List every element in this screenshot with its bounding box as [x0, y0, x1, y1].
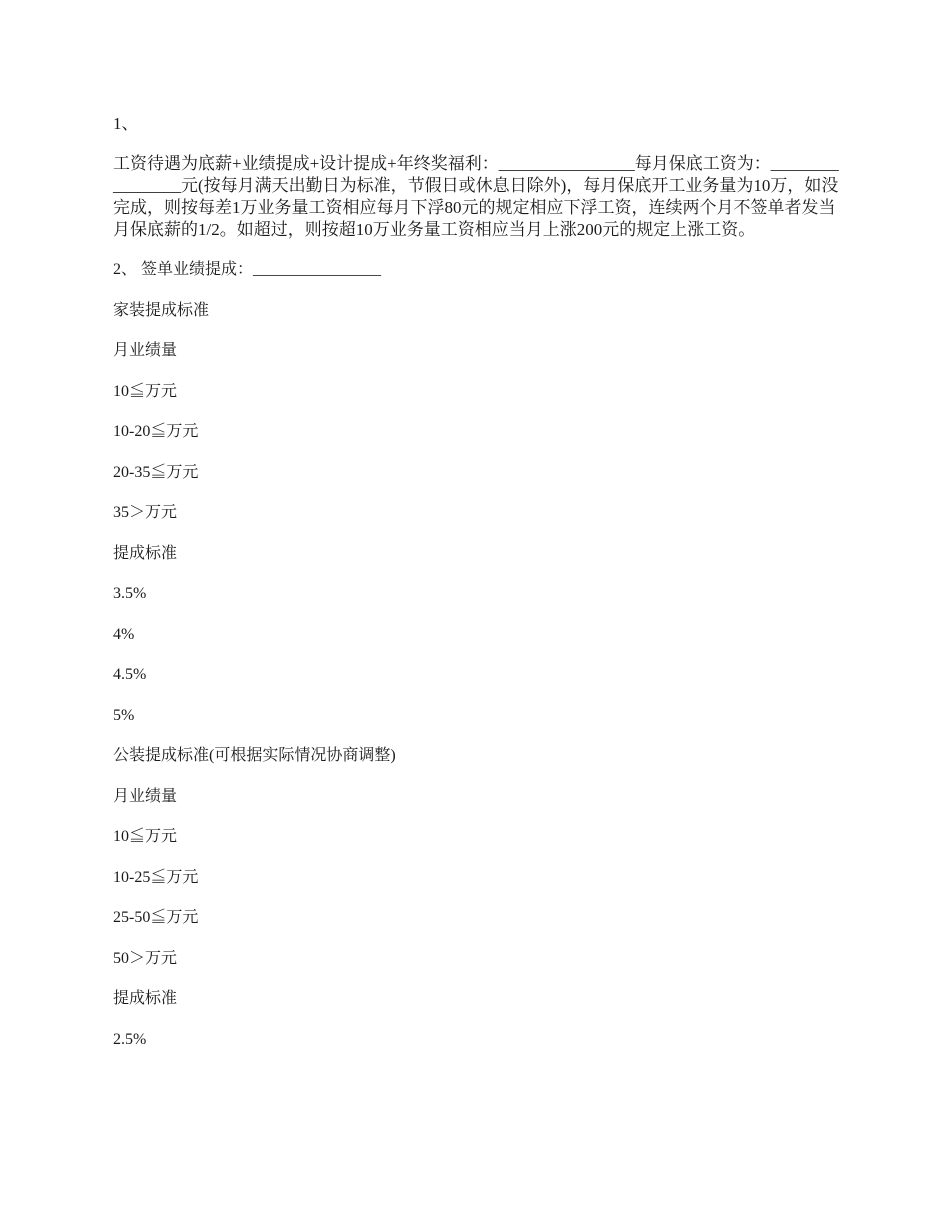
- public-tier: 10≦万元: [113, 828, 178, 845]
- public-rate-label: 提成标准: [113, 990, 178, 1007]
- home-rate: 4%: [113, 625, 135, 643]
- public-standard-title: 公装提成标准(可根据实际情况协商调整): [113, 747, 396, 764]
- home-tier: 20-35≦万元: [113, 463, 199, 481]
- public-rate: 2.5%: [113, 1030, 147, 1048]
- section-1-paragraph: 工资待遇为底薪+业绩提成+设计提成+年终奖福利：________________每月保底工资为：________________元(按每月满天出勤日为标准，节假日或休息日除外)，每月保底开工业务量为10万，如没完成，则按每差1万业务量工资相应每月下浮80元的规定相应下浮工资，连续两个月不签单者发当月保底薪的1/2。如超过，则按超10万业务量工资相应当月上涨200元的规定上涨工资。: [113, 154, 839, 239]
- home-standard-title: 家装提成标准: [113, 301, 210, 319]
- document-page: [113, 113, 843, 1069]
- home-tier: 35＞万元: [113, 504, 178, 521]
- public-tier: 25-50≦万元: [113, 909, 199, 926]
- section-2-heading: 2、 签单业绩提成：________________: [113, 261, 382, 278]
- home-rate-label: 提成标准: [113, 544, 178, 562]
- home-rate: 3.5%: [113, 585, 147, 602]
- public-volume-label: 月业绩量: [113, 787, 178, 805]
- home-rate: 5%: [113, 706, 135, 724]
- section-1-number: 1、: [113, 114, 139, 133]
- home-volume-label: 月业绩量: [113, 342, 178, 359]
- home-tier: 10-20≦万元: [113, 423, 199, 440]
- home-rate: 4.5%: [113, 666, 147, 683]
- public-tier: 10-25≦万元: [113, 868, 199, 886]
- public-tier: 50＞万元: [113, 949, 178, 967]
- home-tier: 10≦万元: [113, 382, 178, 400]
